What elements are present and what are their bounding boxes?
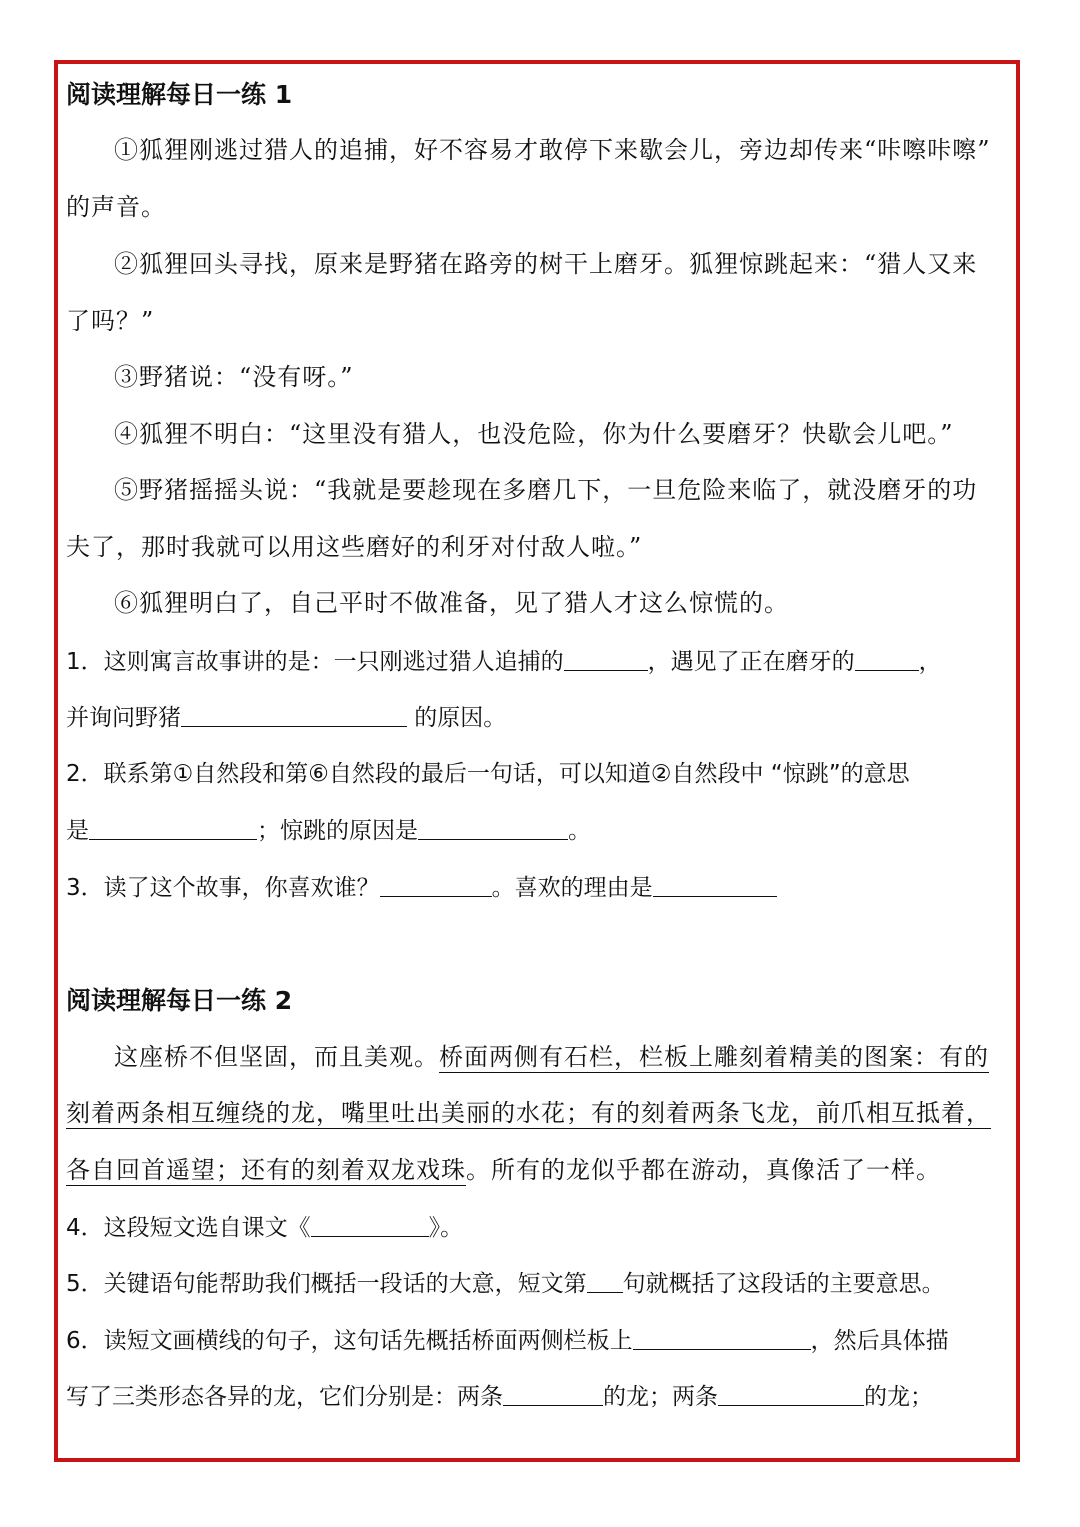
question-3-line — [66, 870, 777, 905]
question-1-blank-3[interactable] — [181, 700, 407, 727]
ex1-paragraph-2-line-1: ②狐狸回头寻找，原来是野猪在路旁的树干上磨牙。狐狸惊跳起来：“猎人又来 — [114, 250, 978, 278]
ex1-paragraph-3: ③野猪说：“没有呀。” — [114, 363, 354, 391]
question-6-text-d: 的龙；两条 — [603, 1384, 718, 1410]
ex2-line-2-underlined: 刻着两条相互缠绕的龙，嘴里吐出美丽的水花；有的刻着两条飞龙，前爪相互抵着， — [66, 1099, 991, 1127]
question-1-line-1 — [66, 644, 942, 679]
question-5-text-b: 句就概括了这段话的主要意思。 — [622, 1271, 945, 1297]
ex2-line-1-text: 这座桥不但坚固，而且美观。 — [114, 1043, 439, 1071]
question-1-text-a: 1．这则寓言故事讲的是：一只刚逃过猎人追捕的 — [66, 649, 564, 675]
question-2-line-2 — [66, 813, 591, 848]
ex1-paragraph-2-line-2: 了吗？” — [66, 307, 155, 335]
question-3-blank-1[interactable] — [380, 870, 492, 897]
question-3-blank-2[interactable] — [653, 870, 777, 897]
question-2-blank-1[interactable] — [89, 813, 257, 840]
question-4-text-a: 4．这段短文选自课文《 — [66, 1215, 311, 1241]
question-4-text-b: 》。 — [428, 1215, 464, 1241]
ex2-line-3-text: 。所有的龙似乎都在游动，真像活了一样。 — [466, 1156, 941, 1184]
ex1-paragraph-6: ⑥狐狸明白了，自己平时不做准备，见了猎人才这么惊慌的。 — [114, 589, 789, 617]
question-1-line-2 — [66, 700, 506, 735]
question-1-text-d: 并询问野猪 — [66, 705, 181, 731]
question-6-blank-3[interactable] — [718, 1379, 864, 1406]
ex1-paragraph-1-line-2: 的声音。 — [66, 193, 166, 221]
ex1-paragraph-5-line-2: 夫了，那时我就可以用这些磨好的利牙对付敌人啦。” — [66, 533, 643, 561]
question-6-line-2 — [66, 1379, 933, 1414]
question-6-blank-2[interactable] — [503, 1379, 603, 1406]
question-1-text-b: ，遇见了正在磨牙的 — [647, 649, 855, 675]
ex1-paragraph-5-line-1: ⑤野猪摇摇头说：“我就是要趁现在多磨几下，一旦危险来临了，就没磨牙的功 — [114, 476, 978, 504]
question-5-blank[interactable] — [587, 1266, 623, 1293]
question-2-text-c: ；惊跳的原因是 — [257, 818, 418, 844]
question-3-text-a: 3．读了这个故事，你喜欢谁？ — [66, 875, 380, 901]
exercise-2-title: 阅读理解每日一练 2 — [66, 986, 293, 1015]
ex1-paragraph-4: ④狐狸不明白：“这里没有猎人，也没危险，你为什么要磨牙？快歇会儿吧。” — [114, 420, 954, 448]
question-5-text-a: 5．关键语句能帮助我们概括一段话的大意，短文第 — [66, 1271, 587, 1297]
ex2-paragraph-line-2 — [66, 1096, 991, 1130]
question-6-text-a: 6．读短文画横线的句子，这句话先概括桥面两侧栏板上 — [66, 1328, 633, 1354]
question-6-text-b: ，然后具体描 — [810, 1328, 949, 1354]
question-2-line-1: 2．联系第①自然段和第⑥自然段的最后一句话，可以知道②自然段中 “惊跳”的意思 — [66, 761, 910, 787]
ex2-line-3-underlined: 各自回首遥望；还有的刻着双龙戏珠 — [66, 1156, 466, 1184]
question-2-text-b: 是 — [66, 818, 89, 844]
question-1-text-c: ， — [918, 649, 942, 675]
question-1-text-e: 的原因。 — [407, 705, 507, 731]
ex2-paragraph-line-3 — [66, 1153, 941, 1187]
question-6-text-e: 的龙； — [864, 1384, 933, 1410]
question-3-text-b: 。喜欢的理由是 — [491, 875, 653, 901]
question-2-text-d: 。 — [568, 818, 591, 844]
question-2-blank-2[interactable] — [418, 813, 568, 840]
question-6-blank-1[interactable] — [633, 1323, 811, 1350]
question-5-line — [66, 1266, 945, 1301]
ex2-paragraph-line-1 — [114, 1040, 989, 1074]
question-6-text-c: 写了三类形态各异的龙，它们分别是：两条 — [66, 1384, 503, 1410]
question-6-line-1 — [66, 1323, 949, 1358]
exercise-1-title: 阅读理解每日一练 1 — [66, 80, 293, 109]
question-1-blank-1[interactable] — [564, 644, 648, 671]
ex1-paragraph-1-line-1: ①狐狸刚逃过猎人的追捕，好不容易才敢停下来歇会儿，旁边却传来“咔嚓咔嚓” — [114, 136, 991, 164]
question-4-blank[interactable] — [311, 1210, 429, 1237]
question-1-blank-2[interactable] — [855, 644, 919, 671]
question-4-line — [66, 1210, 463, 1245]
ex2-line-1-underlined: 桥面两侧有石栏，栏板上雕刻着精美的图案：有的 — [439, 1043, 989, 1071]
